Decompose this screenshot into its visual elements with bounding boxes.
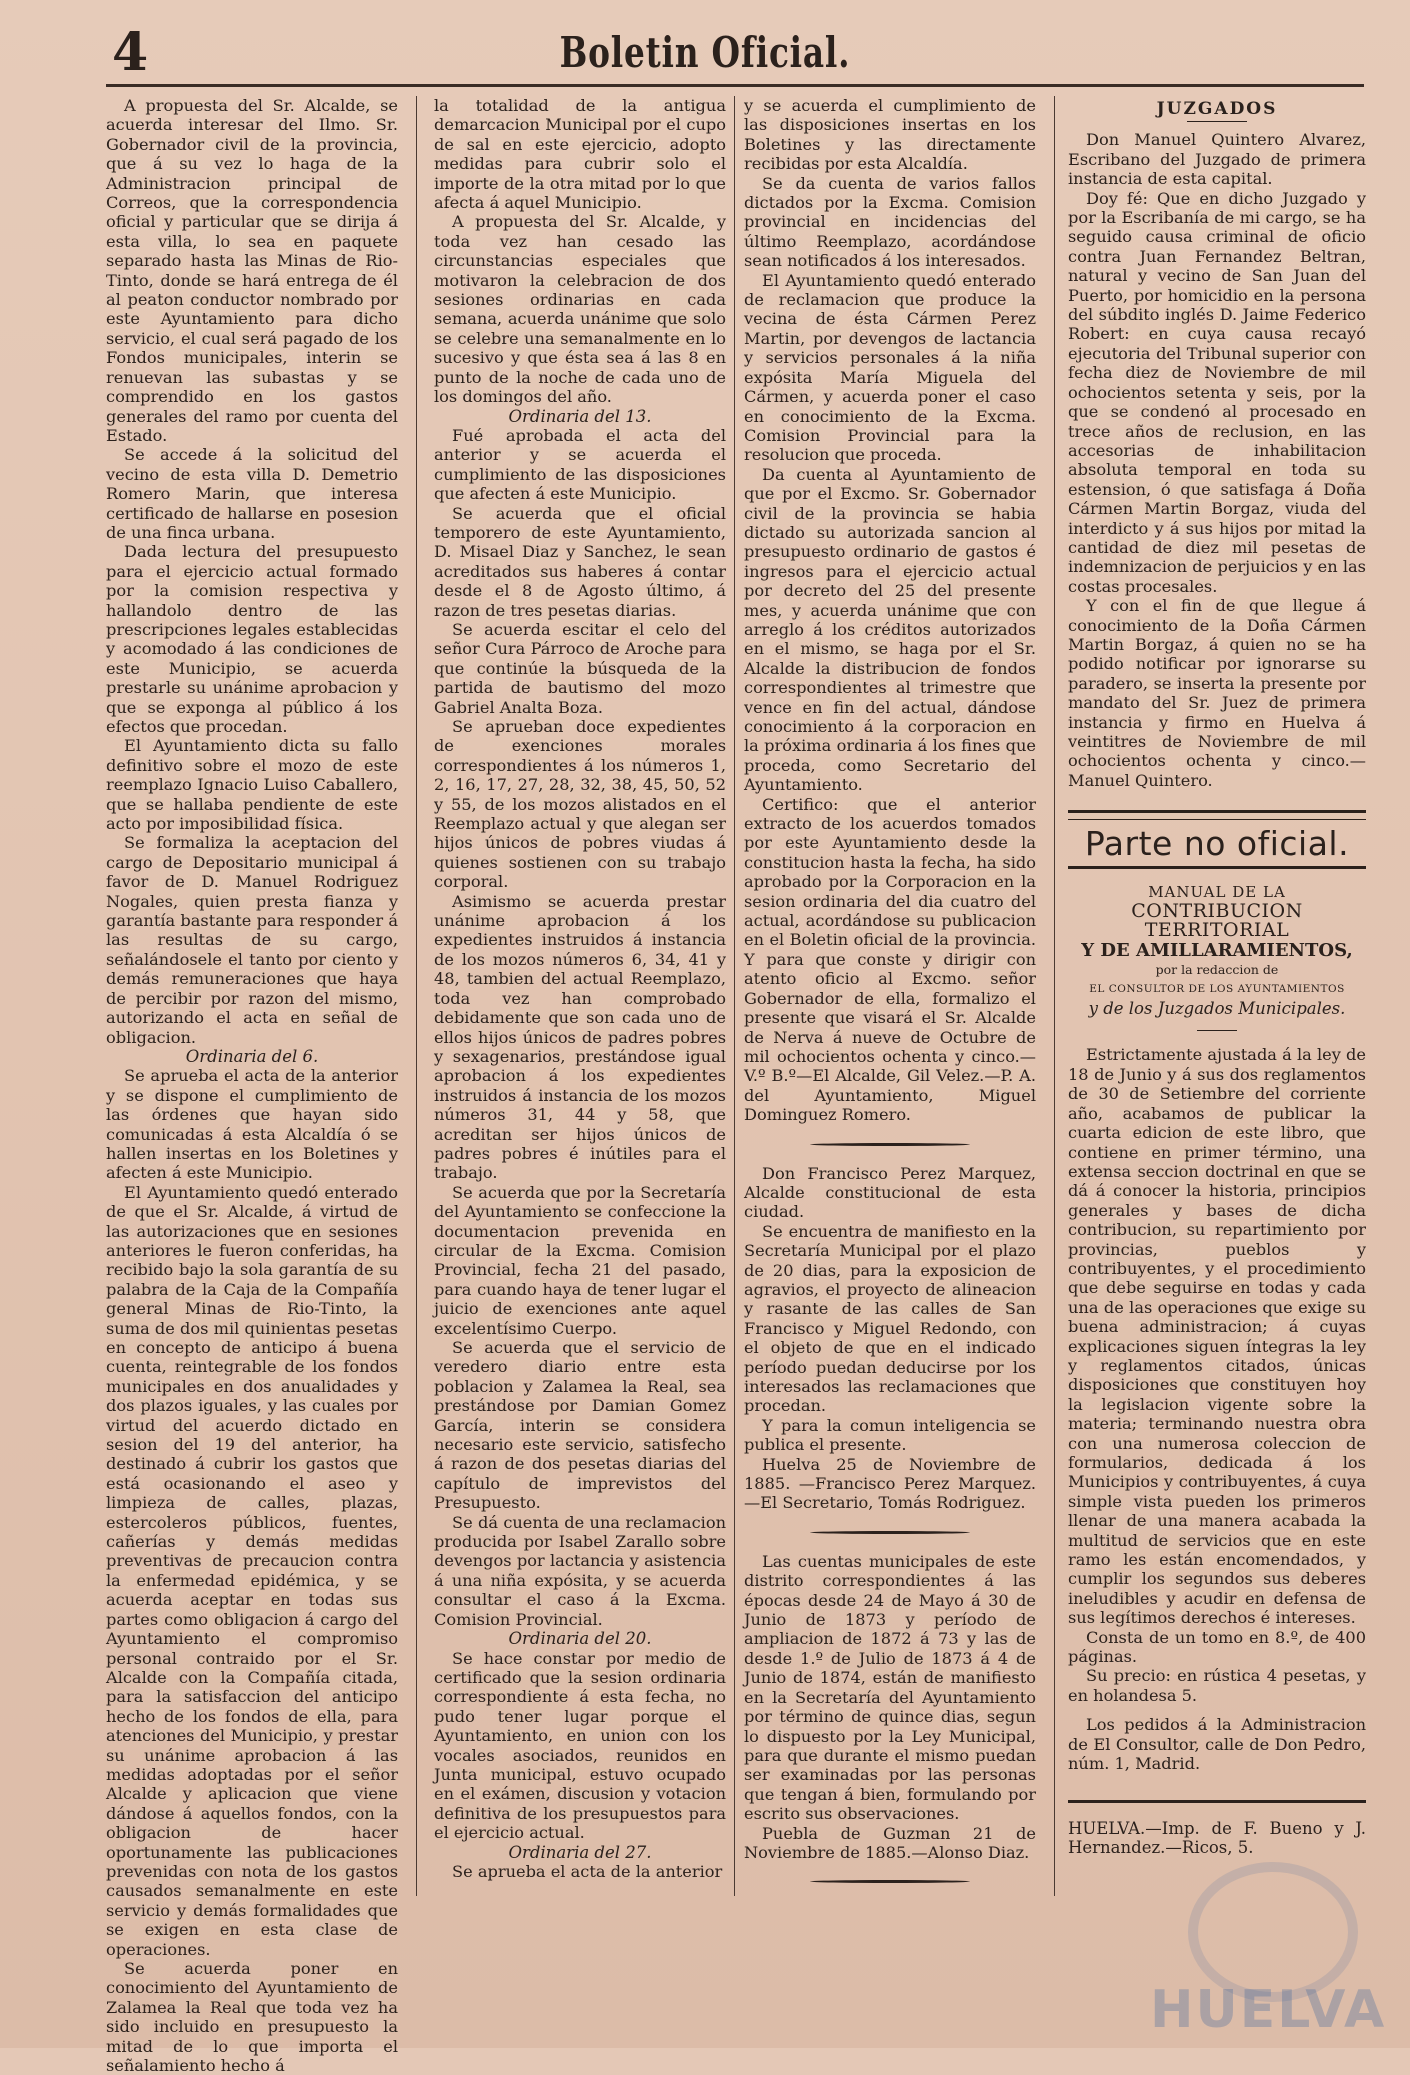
manual-title: MANUAL DE LA xyxy=(1148,882,1286,901)
section-rule xyxy=(1068,866,1366,869)
column-divider xyxy=(1054,96,1055,1896)
paragraph: El Ayuntamiento quedó enterado de reclamacion que produce la vecina de ésta Cármen Perez Martin, por devengos de lactancia y servicios personales á la niña expósita María Miguela del Cármen, y acuerda poner el caso en conocimiento de la Excma. Comision Provincial para la resolucion que proceda. xyxy=(744,270,1036,465)
session-subheading: Ordinaria del 6. xyxy=(185,1046,319,1066)
paragraph: Se accede á la solicitud del vecino de esta villa D. Demetrio Romero Marin, que interesa certificado de hallarse en posesion de una finca urbana. xyxy=(106,445,398,542)
paragraph: Y para la comun inteligencia se publica el presente. xyxy=(744,1415,1036,1455)
paragraph: Se hace constar por medio de certificado que la sesion ordinaria correspondiente á esta fecha, no pudo tener lugar porque el Ayuntamiento, en union con los vocales asociados, reunidos en Junta municipal, estuvo ocupado en el exámen, discusion y votacion definitiva de los presupuestos para el ejercicio actual. xyxy=(434,1648,726,1843)
paragraph: Se acuerda que el oficial temporero de este Ayuntamiento, D. Misael Diaz y Sanchez, le sean acreditados sus haberes á contar desde el 8 de Agosto último, á razon de tres pesetas diarias. xyxy=(434,503,726,620)
session-subheading: Ordinaria del 27. xyxy=(508,1842,652,1862)
paragraph: Don Francisco Perez Marquez, Alcalde constitucional de esta ciudad. xyxy=(744,1163,1036,1222)
column-1 xyxy=(106,96,398,2075)
manual-title: Y DE AMILLARAMIENTOS, xyxy=(1081,939,1353,961)
paragraph: Se aprueban doce expedientes de exenciones morales correspondientes á los números 1, 2, 16, 17, 27, 28, 32, 38, 45, 50, 52 y 55, de los mozos alistados en el Reemplazo actual y que alegan ser hijos únicos de pobres viudas á quienes sostienen con su trabajo corporal. xyxy=(434,717,726,892)
paragraph: Se encuentra de manifiesto en la Secretaría Municipal por el plazo de 20 dias, para la exposicion de agravios, el proyecto de alineacion y rasante de las calles de San Francisco y Miguel Redondo, con el objeto de que en el indicado período puedan deducirse por los interesados las reclamaciones que procedan. xyxy=(744,1221,1036,1416)
paragraph: Y con el fin de que llegue á conocimiento de la Doña Cármen Martin Borgaz, á quien no se ha podido notificar por ignorarse su paradero, se inserta la presente por mandato del Sr. Juez de primera instancia y firmo en Huelva á veintitres de Noviembre de mil ochocientos ochenta y cinco.—Manuel Quintero. xyxy=(1068,596,1366,790)
section-separator xyxy=(810,1143,970,1146)
manual-byline: por la redaccion de xyxy=(1155,962,1279,978)
session-subheading: Ordinaria del 20. xyxy=(508,1629,652,1649)
section-heading: Parte no oficial. xyxy=(1084,824,1350,864)
paragraph: Asimismo se acuerda prestar unánime aprobacion á los expedientes instruidos á instancia de los mozos números 6, 34, 41 y 48, tambien del actual Reemplazo, toda vez han comprobado debidamente que son cada uno de ellos hijos únicos de padres pobres y sexagenarios, prestándose igual aprobacion á los expedientes instruidos á instancia de los mozos números 31, 44 y 58, que acreditan ser hijos únicos de padres pobres é inútiles para el trabajo. xyxy=(434,891,726,1183)
paragraph: y se acuerda el cumplimiento de las disposiciones insertas en los Boletines y las directamente recibidas por esta Alcaldía. xyxy=(744,96,1036,174)
paragraph: El Ayuntamiento dicta su fallo definitivo sobre el mozo de este reemplazo Ignacio Luiso Caballero, que se hallaba pendiente de este acto por imposibilidad física. xyxy=(106,736,398,834)
paragraph: Se acuerda poner en conocimiento del Ayuntamiento de Zalamea la Real que toda vez ha sido incluido en presupuesto la mitad de lo que importa el señalamiento hecho á xyxy=(106,1959,398,2075)
paragraph: Da cuenta al Ayuntamiento de que por el Excmo. Sr. Gobernador civil de la provincia se habia dictado su autorizada sancion al presupuesto ordinario de gastos é ingresos para el ejercicio actual por decreto del 25 del presente mes, y acuerda unánime que con arreglo á los créditos autorizados en el mismo, se haga por el Sr. Alcalde la distribucion de fondos correspondientes al trimestre que vence en fin del actual, dándose conocimiento á la corporacion en la próxima ordinaria á los fines que proceda, como Secretario del Ayuntamiento. xyxy=(744,464,1036,795)
paragraph: Puebla de Guzman 21 de Noviembre de 1885.—Alonso Diaz. xyxy=(744,1823,1036,1862)
paragraph: Se formaliza la aceptacion del cargo de Depositario municipal á favor de D. Manuel Rodriguez Nogales, quien presta fianza y garantía bastante para responder á las resultas de su cargo, señalándosele el tanto por ciento y demás remuneraciones que haya de percibir por razon del mismo, autorizando el acta en señal de obligacion. xyxy=(106,833,398,1047)
paragraph: Se acuerda que por la Secretaría del Ayuntamiento se confeccione la documentacion prevenida en circular de la Excma. Comision Provincial, fecha 21 del pasado, para cuando haya de tener lugar el juicio de exenciones ante aquel excelentísimo Cuerpo. xyxy=(434,1182,726,1338)
section-separator xyxy=(810,1880,970,1883)
paragraph: Doy fé: Que en dicho Juzgado y por la Escribanía de mi cargo, se ha seguido causa criminal de oficio contra Juan Fernandez Beltran, natural y vecino de San Juan del Puerto, por homicidio en la persona del súbdito inglés D. Jaime Federico Robert: en cuya causa recayó ejecutoria del Tribunal superior con fecha diez de Noviembre de mil ochocientos setenta y seis, por la que se condenó al procesado en trece años de reclusion, en las accesorias de inhabilitacion absoluta temporal en toda su estension, ó que satisfaga á Doña Cármen Martin Borgaz, viuda del interdicto y á sus hijos por mitad la cantidad de diez mil pesetas de indemnizacion de perjuicios y en las costas procesales. xyxy=(1068,188,1366,596)
page-number: 4 xyxy=(112,22,149,83)
section-rule xyxy=(1068,819,1366,820)
paragraph: Se aprueba el acta de la anterior xyxy=(452,1861,723,1881)
paragraph: A propuesta del Sr. Alcalde, se acuerda interesar del Ilmo. Sr. Gobernador civil de la provincia, que á su vez lo haga de la Administracion principal de Correos, que la correspondencia oficial y particular que se dirija á esta villa, lo sea en paquete separado hasta las Minas de Rio-Tinto, donde se hará entrega de él al peaton conductor nombrado por este Ayuntamiento para dicho servicio, el cual será pagado de los Fondos municipales, interin se renuevan las subastas y se comprendido en los gastos generales del ramo por cuenta del Estado. xyxy=(106,96,398,445)
paragraph: Se dá cuenta de una reclamacion producida por Isabel Zarallo sobre devengos por lactancia y asistencia á una niña expósita, y se acuerda consultar el caso á la Excma. Comision Provincial. xyxy=(434,1512,726,1629)
paragraph: El Ayuntamiento quedó enterado de que el Sr. Alcalde, á virtud de las autorizaciones que en sesiones anteriores le fueron conferidas, ha recibido bajo la sola garantía de su palabra de la Caja de la Compañía general Minas de Rio-Tinto, la suma de dos mil quinientas pesetas en concepto de anticipo á buena cuenta, reintegrable de los fondos municipales en dos anualidades y dos plazos iguales, y las cuales por virtud del acuerdo dictado en sesion del 19 del anterior, ha destinado á cubrir los gastos que está ocasionando el aseo y limpieza de calles, plazas, estercoleros públicos, fuentes, cañerías y demás medidas preventivas de precaucion contra la enfermedad epidémica, y se acuerda aceptar en todas sus partes como obligacion á cargo del Ayuntamiento el compromiso personal contraido por el Sr. Alcalde con la Compañía citada, para la satisfaccion del anticipo hecho de los fondos de ella, para atenciones del Municipio, y prestar su unánime aprobacion á las medidas adoptadas por el señor Alcalde y aplicacion que viene dándose á aquellos fondos, con la obligacion de hacer oportunamente las publicaciones prevenidas con nota de los gastos causados semanalmente en este servicio y demás formalidades que se exigen en esta clase de operaciones. xyxy=(106,1182,398,1959)
paragraph: la totalidad de la antigua demarcacion Municipal por el cupo de sal en este ejercicio, adopto medidas para cubrir solo el importe de la otra mitad por lo que afecta á aquel Municipio. xyxy=(434,96,726,213)
paragraph: Se acuerda que el servicio de veredero diario entre esta poblacion y Zalamea la Real, sea prestándose por Damian Gomez García, interin se considera necesario este servicio, satisfecho á razon de dos pesetas diarias del capítulo de imprevistos del Presupuesto. xyxy=(434,1338,726,1513)
paragraph: Su precio: en rústica 4 pesetas, y en holandesa 5. xyxy=(1068,1666,1366,1705)
manual-title: CONTRIBUCION TERRITORIAL xyxy=(1131,900,1303,942)
paragraph: Don Manuel Quintero Alvarez, Escribano del Juzgado de primera instancia de esta capital. xyxy=(1068,130,1366,189)
section-heading: JUZGADOS xyxy=(1156,99,1278,119)
paragraph: Se da cuenta de varios fallos dictados por la Excma. Comision provincial en incidencias del último Reemplazo, acordándose sean notificados á los interesados. xyxy=(744,173,1036,271)
paragraph: Dada lectura del presupuesto para el ejercicio actual formado por la comision respectiva y hallandolo dentro de las prescripciones legales establecidas y acomodado á las condiciones de este Municipio, se acuerda prestarle su unánime aprobacion y que se exponga al público á los efectos que procedan. xyxy=(106,542,398,736)
paragraph: Consta de un tomo en 8.º, de 400 páginas. xyxy=(1068,1627,1366,1667)
heading-dash xyxy=(1187,121,1247,122)
session-subheading: Ordinaria del 13. xyxy=(508,406,652,426)
column-divider xyxy=(416,96,417,1896)
paragraph: Fué aprobada el acta del anterior y se acuerda el cumplimiento de las disposiciones que afecten á este Municipio. xyxy=(434,425,726,504)
manual-publisher: y de los Juzgados Municipales. xyxy=(1088,999,1346,1019)
section-separator xyxy=(810,1531,970,1534)
section-rule xyxy=(1068,1800,1366,1803)
paragraph: A propuesta del Sr. Alcalde, y toda vez han cesado las circunstancias especiales que motivaron la celebracion de dos sesiones ordinarias en cada semana, acuerda unánime que solo se celebre una semanalmente en lo sucesivo y que ésta sea á las 8 en punto de la noche de cada uno de los domingos del año. xyxy=(434,212,726,407)
column-3 xyxy=(744,96,1036,1896)
column-divider xyxy=(734,96,735,1896)
page-title: Boletin Oficial. xyxy=(559,28,851,77)
section-rule xyxy=(1068,810,1366,813)
paragraph: Huelva 25 de Noviembre de 1885. —Francisco Perez Marquez.—El Secretario, Tomás Rodriguez. xyxy=(744,1454,1036,1513)
paragraph: Certifico: que el anterior extracto de los acuerdos tomados por este Ayuntamiento desde la constitucion hasta la fecha, ha sido aprobado por la Corporacion en la sesion ordinaria del dia cuatro del actual, acordándose su publicacion en el Boletin oficial de la provincia. Y para que conste y dirigir con atento oficio al Excmo. señor Gobernador de ella, formalizo el presente que visará el Sr. Alcalde de Nerva á nueve de Octubre de mil ochocientos ochenta y cinco.—V.º B.º—El Alcalde, Gil Velez.—P. A. del Ayuntamiento, Miguel Dominguez Romero. xyxy=(744,794,1036,1125)
heading-dash xyxy=(1197,1030,1237,1031)
paragraph: Se acuerda escitar el celo del señor Cura Párroco de Aroche para que continúe la búsqueda de la partida de bautismo del mozo Gabriel Analta Boza. xyxy=(434,619,726,717)
printer-imprint: HUELVA.—Imp. de F. Bueno y J. Hernandez.—Ricos, 5. xyxy=(1068,1818,1366,1857)
column-2 xyxy=(434,96,726,1896)
manual-publisher: EL CONSULTOR DE LOS AYUNTAMIENTOS xyxy=(1089,982,1345,995)
paragraph: Estrictamente ajustada á la ley de 18 de Junio y á sus dos reglamentos de 30 de Setiembre del corriente año, acabamos de publicar la cuarta edicion de este libro, que contiene en primer término, una extensa seccion doctrinal en que se dá á conocer la historia, principios generales y bases de dicha contribucion, su repartimiento por provincias, pueblos y contribuyentes, y el procedimiento que debe seguirse en todas y cada una de las operaciones que exige su buena administracion; á cuyas explicaciones siguen íntegras la ley y reglamentos citados, únicas disposiciones que constituyen hoy la legislacion vigente sobre la materia; terminando nuestra obra con una numerosa coleccion de formularios, dedicada á los Municipios y contribuyentes, á cuya simple vista pueden los primeros llenar de una manera acabada la multitud de servicios que en este ramo les están encomendados, y cumplir los segundos sus deberes ineludibles y acudir en defensa de sus legítimos derechos é intereses. xyxy=(1068,1045,1366,1628)
paragraph: Los pedidos á la Administracion de El Consultor, calle de Don Pedro, núm. 1, Madrid. xyxy=(1068,1715,1366,1774)
archive-watermark: HUELVA xyxy=(1150,1980,1387,2040)
header-rule xyxy=(106,84,1364,87)
paragraph: Se aprueba el acta de la anterior y se dispone el cumplimiento de las órdenes que hayan sido comunicadas á esta Alcaldía ó se hallen insertas en los Boletines y afecten á este Municipio. xyxy=(106,1066,398,1183)
column-4 xyxy=(1068,96,1366,1896)
paragraph: Las cuentas municipales de este distrito correspondientes á las épocas desde 24 de Mayo á 30 de Junio de 1873 y período de ampliacion de 1872 á 73 y las de desde 1.º de Julio de 1873 á 4 de Junio de 1874, están de manifiesto en la Secretaría del Ayuntamiento por término de quince dias, segun lo dispuesto por la Ley Municipal, para que durante el mismo puedan ser examinadas por las personas que tengan á bien, formulando por escrito sus observaciones. xyxy=(744,1551,1036,1824)
